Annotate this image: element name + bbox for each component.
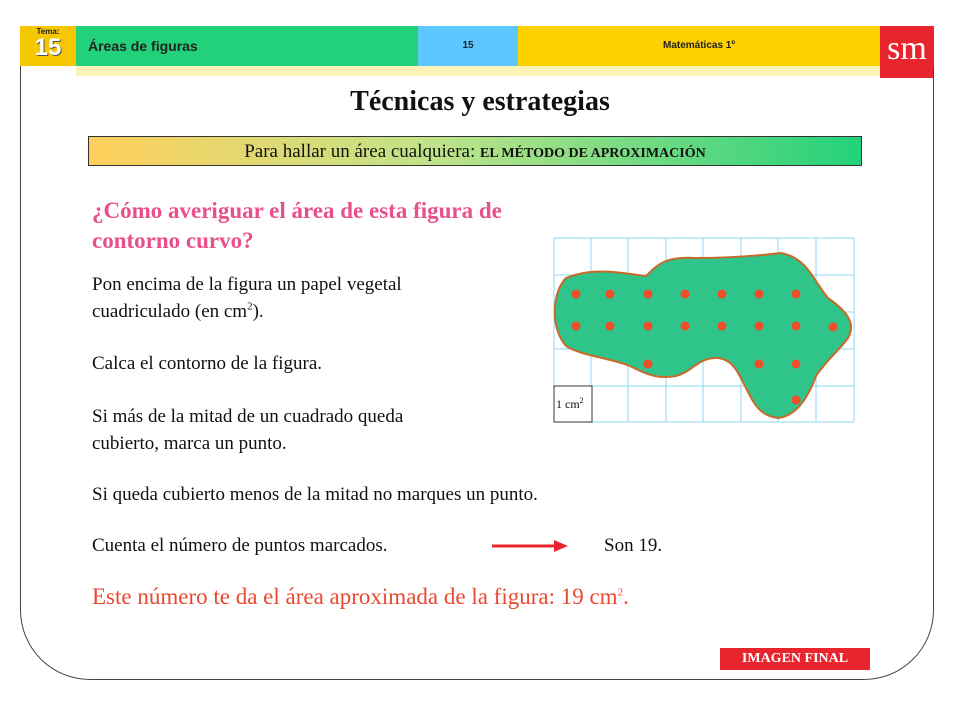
topic-header — [76, 26, 418, 66]
superscript: 2 — [617, 586, 624, 599]
dot — [644, 322, 653, 331]
dot — [572, 322, 581, 331]
tema-label: Tema: — [36, 27, 60, 36]
dot — [718, 290, 727, 299]
conclusion-main: Este número te da el área aproximada de la figura: 19 cm — [92, 584, 618, 609]
tema-badge — [20, 26, 76, 66]
conclusion-end: . — [623, 584, 629, 609]
approximation-grid — [546, 228, 858, 426]
unit-label: 1 $cm^2$ — [556, 396, 584, 411]
dot — [792, 322, 801, 331]
dot — [572, 290, 581, 299]
banner-method: EL MÉTODO DE APROXIMACIÓN — [480, 146, 706, 161]
arrow-right-icon — [492, 538, 572, 554]
step-trace-outline: Calca el contorno de la figura. — [92, 353, 323, 374]
conclusion-text — [92, 583, 629, 610]
dot — [755, 322, 764, 331]
step-trace-paper — [92, 271, 502, 325]
dot — [681, 322, 690, 331]
subject-header — [518, 26, 880, 66]
method-banner — [88, 136, 862, 166]
topic-title: Áreas de figuras — [88, 38, 198, 54]
superscript: 2 — [247, 300, 253, 313]
dot — [755, 360, 764, 369]
dot — [792, 290, 801, 299]
dot — [792, 396, 801, 405]
step-mark-dots: Si más de la mitad de un cuadrado queda cubierto, marca un punto. — [92, 406, 404, 454]
banner-lead: Para hallar un área cualquiera: — [244, 141, 481, 162]
dot — [755, 290, 764, 299]
page-number-box — [418, 26, 518, 66]
dot — [606, 322, 615, 331]
sm-logo: sm — [880, 26, 934, 78]
dot — [606, 290, 615, 299]
step-no-dot: Si queda cubierto menos de la mitad no marques un punto. — [92, 484, 538, 505]
tema-number: 15 — [34, 34, 62, 61]
step-text: Pon encima de la figura un papel vegetal cuadriculado (en cm — [92, 274, 402, 322]
count-result: Son 19. — [604, 535, 663, 556]
dot — [829, 323, 838, 332]
step-count-dots: Cuenta el número de puntos marcados. — [92, 535, 388, 556]
imagen-final-button[interactable]: IMAGEN FINAL — [720, 648, 870, 670]
page-number: 15 — [462, 40, 474, 51]
page-title: Técnicas y estrategias — [350, 86, 610, 117]
dot — [792, 360, 801, 369]
subject-title: Matemáticas 1º — [662, 40, 736, 51]
dot — [644, 360, 653, 369]
dot — [644, 290, 653, 299]
step-text-end: ). — [252, 301, 264, 322]
question-heading: ¿Cómo averiguar el área de esta figura de contorno curvo? — [92, 198, 502, 253]
dot — [681, 290, 690, 299]
dot — [718, 322, 727, 331]
